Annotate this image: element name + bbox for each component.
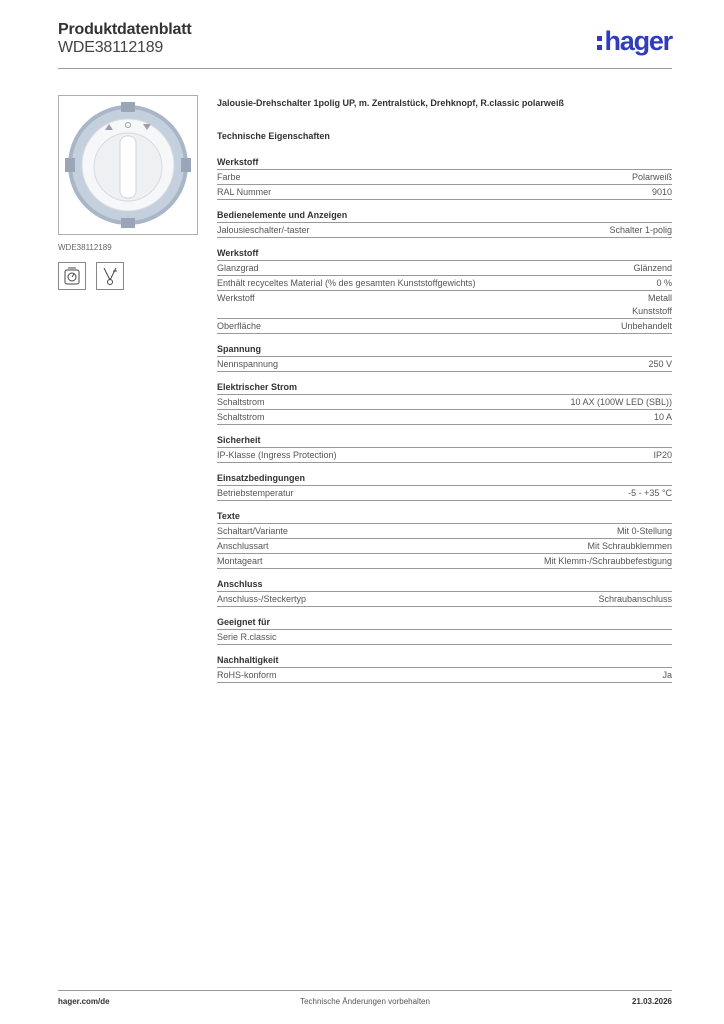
property-value-line: Mit Schraubklemmen — [587, 541, 672, 551]
property-row — [217, 223, 672, 238]
property-label: Montageart — [217, 556, 263, 566]
property-value-line: 10 A — [653, 412, 672, 422]
product-description: Jalousie-Drehschalter 1polig UP, m. Zentralstück, Drehknopf, R.classic polarweiß — [217, 98, 564, 108]
rotary-switch-icon — [58, 262, 86, 290]
group-title: Werkstoff — [217, 156, 672, 170]
property-row — [217, 448, 672, 463]
property-row — [217, 524, 672, 539]
property-value-line: Kunststoff — [632, 306, 672, 316]
property-value — [598, 593, 672, 606]
property-value-line: Polarweiß — [631, 172, 672, 182]
section-heading: Technische Eigenschaften — [217, 131, 330, 141]
property-value — [662, 669, 672, 682]
footer-divider — [58, 990, 672, 991]
property-label: Jalousieschalter/-taster — [217, 225, 310, 235]
property-row — [217, 276, 672, 291]
property-value-line: 0 % — [656, 278, 672, 288]
group-title: Bedienelemente und Anzeigen — [217, 209, 672, 223]
property-row — [217, 592, 672, 607]
hager-logo — [597, 26, 672, 56]
group-title: Werkstoff — [217, 247, 672, 261]
property-group — [217, 434, 672, 463]
property-value — [654, 411, 672, 424]
property-value-line: Unbehandelt — [620, 321, 672, 331]
property-value — [652, 186, 672, 199]
property-value — [633, 262, 672, 275]
property-group — [217, 616, 672, 645]
property-value — [587, 540, 672, 553]
property-value-line: Schalter 1-polig — [609, 225, 672, 235]
property-value-line: Glänzend — [633, 263, 672, 273]
property-value — [648, 358, 672, 371]
property-row — [217, 185, 672, 200]
property-row — [217, 357, 672, 372]
property-row — [217, 319, 672, 334]
property-value — [632, 171, 672, 184]
property-value-line: -5 - +35 °C — [628, 488, 672, 498]
property-value-line: Schraubanschluss — [598, 594, 672, 604]
property-label: Oberfläche — [217, 321, 262, 331]
property-label: RoHS-konform — [217, 670, 277, 680]
property-row — [217, 539, 672, 554]
property-group — [217, 472, 672, 501]
property-label: Serie R.classic — [217, 632, 277, 642]
property-value — [653, 449, 672, 462]
property-label: Farbe — [217, 172, 241, 182]
property-value-line: 250 V — [648, 359, 672, 369]
property-value — [632, 292, 672, 318]
property-value-line: Metall — [647, 293, 672, 303]
header-divider — [58, 68, 672, 69]
property-value — [570, 396, 672, 409]
property-label: Betriebstemperatur — [217, 488, 294, 498]
property-value-line: 9010 — [651, 187, 672, 197]
property-label: Schaltstrom — [217, 397, 265, 407]
property-label: Enthält recyceltes Material (% des gesamten Kunststoffgewichts) — [217, 278, 476, 288]
property-value — [544, 555, 672, 568]
property-group — [217, 510, 672, 569]
property-value — [656, 277, 672, 290]
property-group — [217, 654, 672, 683]
group-title: Geeignet für — [217, 616, 672, 630]
property-row — [217, 630, 672, 645]
group-title: Spannung — [217, 343, 672, 357]
page-header — [58, 20, 672, 68]
property-value — [617, 525, 672, 538]
property-group — [217, 247, 672, 334]
group-title: Einsatzbedingungen — [217, 472, 672, 486]
property-row — [217, 486, 672, 501]
property-value — [621, 320, 672, 333]
rotary-switch-product-icon — [59, 96, 197, 234]
product-image — [58, 95, 198, 235]
property-group — [217, 343, 672, 372]
group-title: Elektrischer Strom — [217, 381, 672, 395]
property-value-line: Mit 0-Stellung — [616, 526, 672, 536]
property-row — [217, 395, 672, 410]
property-group — [217, 578, 672, 607]
group-title: Anschluss — [217, 578, 672, 592]
property-label: IP-Klasse (Ingress Protection) — [217, 450, 337, 460]
property-value — [609, 224, 672, 237]
property-label: Nennspannung — [217, 359, 279, 369]
property-label: Anschlussart — [217, 541, 269, 551]
property-label: Werkstoff — [217, 293, 255, 303]
document-title: Produktdatenblatt — [58, 21, 192, 38]
electrician-symbol-icon — [96, 262, 124, 290]
property-label: Glanzgrad — [217, 263, 259, 273]
property-row — [217, 410, 672, 425]
property-label: RAL Nummer — [217, 187, 272, 197]
logo-dots-icon — [597, 36, 602, 50]
property-groups — [217, 156, 672, 683]
property-value-line: IP20 — [653, 450, 672, 460]
group-title: Texte — [217, 510, 672, 524]
property-row — [217, 554, 672, 569]
property-value-line: Mit Klemm-/Schraubbefestigung — [543, 556, 672, 566]
property-value-line: Ja — [662, 670, 672, 680]
image-caption: WDE38112189 — [58, 243, 112, 252]
technical-properties — [217, 96, 672, 683]
footer-website: hager.com/de — [58, 997, 110, 1006]
property-row — [217, 170, 672, 185]
article-number: WDE38112189 — [58, 39, 164, 56]
group-title: Nachhaltigkeit — [217, 654, 672, 668]
footer-date: 21.03.2026 — [631, 997, 672, 1006]
footer-notice: Technische Änderungen vorbehalten — [300, 997, 430, 1006]
property-row — [217, 261, 672, 276]
property-label: Schaltart/Variante — [217, 526, 288, 536]
property-value — [628, 487, 672, 500]
property-group — [217, 381, 672, 425]
property-value-line: 10 AX (100W LED (SBL)) — [570, 397, 672, 407]
symbol-list — [58, 262, 124, 290]
property-row — [217, 668, 672, 683]
property-label: Anschluss-/Steckertyp — [217, 594, 307, 604]
group-title: Sicherheit — [217, 434, 672, 448]
property-row — [217, 291, 672, 319]
property-group — [217, 156, 672, 200]
property-group — [217, 209, 672, 238]
logo-text: hager — [604, 26, 672, 56]
property-label: Schaltstrom — [217, 412, 265, 422]
